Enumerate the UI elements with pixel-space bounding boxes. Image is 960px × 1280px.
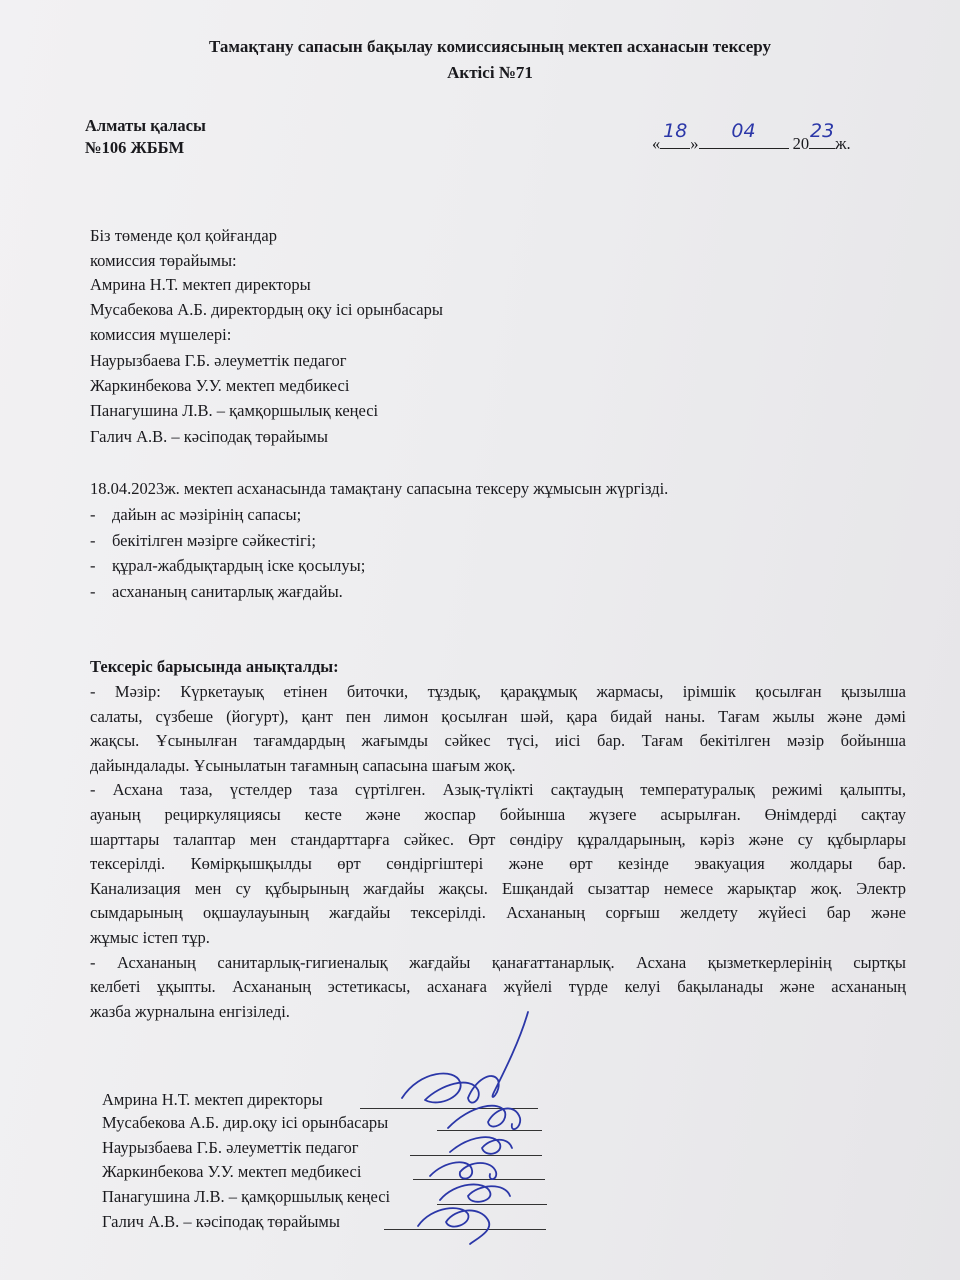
intro-line: комиссия төрайымы: — [90, 251, 237, 270]
date-month-handwritten: 04 — [731, 120, 756, 142]
intro-line: Біз төменде қол қойғандар — [90, 226, 277, 245]
signature-name: Жаркинбекова У.У. мектеп медбикесі — [102, 1162, 362, 1181]
intro-line: Мусабекова А.Б. директордың оқу ісі орынбасары — [90, 300, 443, 319]
signature-name: Панагушина Л.В. – қамқоршылық кеңесі — [102, 1187, 391, 1206]
signature-nurse — [430, 1162, 496, 1179]
findings-line: тексерілді. Көмірқышқылды өрт сөндіргіштері және өрт кезінде эвакуация жолдары бар. — [90, 854, 906, 874]
intro-line: Жаркинбекова У.У. мектеп медбикесі — [90, 376, 350, 395]
findings-line: салаты, сүзбеше (йогурт), қант пен лимон қосылған шәй, қара бидай наны. Тағам жылы және дәмі — [90, 706, 906, 726]
date-year-prefix: 20 — [792, 134, 810, 153]
findings-line: Канализация мен су құбырының жағдайы жақсы. Ешқандай сызаттар немесе жарықтар жоқ. Электр — [90, 878, 906, 898]
inspection-item: асхананың санитарлық жағдайы. — [112, 582, 343, 601]
school-label: №106 ЖББМ — [85, 138, 185, 157]
signature-union — [418, 1208, 489, 1244]
signature-name: Наурызбаева Г.Б. әлеуметтік педагог — [102, 1138, 359, 1157]
findings-line: дайындалады. Ұсынылатын тағамның сапасына шағым жоқ. — [90, 755, 516, 775]
inspection-item: дайын ас мәзірінің сапасы; — [112, 505, 302, 524]
findings-line: жұмыс істеп тұр. — [90, 927, 210, 947]
findings-heading: Тексеріс барысында анықталды: — [90, 657, 339, 676]
bullet-mark: - — [90, 556, 96, 575]
signature-name: Мусабекова А.Б. дир.оқу ісі орынбасары — [102, 1113, 389, 1132]
signature-name: Галич А.В. – кәсіподақ төрайымы — [102, 1212, 340, 1231]
date-day-handwritten: 18 — [663, 120, 688, 142]
findings-line: келбеті ұқыпты. Асхананың эстетикасы, асханаға жүйелі түрде келуі бақыланады және асхананың — [90, 977, 906, 997]
signature-deputy — [448, 1106, 520, 1129]
signature-name: Амрина Н.Т. мектеп директоры — [102, 1090, 323, 1109]
date-year-unit: ж. — [835, 134, 851, 153]
findings-line: - Мәзір: Күркетауық етінен биточки, тұздық, қарақұмық жармасы, ірімшік қосылған қызылша — [90, 682, 906, 701]
date-open-quote: « — [652, 134, 661, 153]
bullet-mark: - — [90, 582, 96, 601]
act-number: Актісі №71 — [447, 63, 533, 82]
findings-line: жазба журналына енгізіледі. — [90, 1001, 290, 1021]
intro-line: Галич А.В. – кәсіподақ төрайымы — [90, 427, 328, 446]
date-year-handwritten: 23 — [810, 120, 835, 142]
intro-line: Амрина Н.Т. мектеп директоры — [90, 275, 311, 294]
intro-line: Наурызбаева Г.Б. әлеуметтік педагог — [90, 351, 347, 370]
signature-trustee — [440, 1184, 510, 1201]
findings-line: шарттары талаптар мен стандарттарға сәйкес. Өрт сөндіру құралдарының, кәріз және су құбырлары — [90, 829, 906, 849]
findings-line: ауаның рециркуляциясы кесте және жоспар бойынша жүзеге асырылған. Өнімдерді сақтау — [90, 804, 906, 824]
bullet-mark: - — [90, 531, 96, 550]
findings-line: жақсы. Ұсынылған тағамдардың жағымды сәйкес түсі, иісі бар. Тағам бекітілген мәзір бойынша — [90, 731, 906, 751]
findings-line: - Асхананың санитарлық-гигиеналық жағдайы қанағаттанарлық. Асхана қызметкерлерінің сыртқы — [90, 952, 906, 972]
intro-line: Панагушина Л.В. – қамқоршылық кеңесі — [90, 401, 379, 420]
signature-director — [402, 1012, 528, 1103]
findings-line: - Асхана таза, үстелдер таза сүртілген. Азық-түлікті сақтаудың температуралық режимі қалыпты, — [90, 780, 906, 800]
inspection-item: бекітілген мәзірге сәйкестігі; — [112, 531, 316, 550]
bullet-mark: - — [90, 505, 96, 524]
document-title: Тамақтану сапасын бақылау комиссиясының мектеп асханасын тексеру — [208, 37, 771, 56]
date-close-quote: » — [690, 134, 699, 153]
inspection-statement: 18.04.2023ж. мектеп асханасында тамақтану сапасына тексеру жұмысын жүргізді. — [90, 479, 669, 498]
findings-line: сымдарының оқшаулауының жағдайы тексерілді. Асхананың сорғыш желдету жүйесі бар және — [90, 903, 906, 923]
inspection-item: құрал-жабдықтардың іске қосылуы; — [112, 556, 366, 575]
intro-line: комиссия мүшелері: — [90, 325, 232, 344]
city-label: Алматы қаласы — [85, 116, 206, 135]
signature-social-pedagogue — [450, 1137, 512, 1154]
